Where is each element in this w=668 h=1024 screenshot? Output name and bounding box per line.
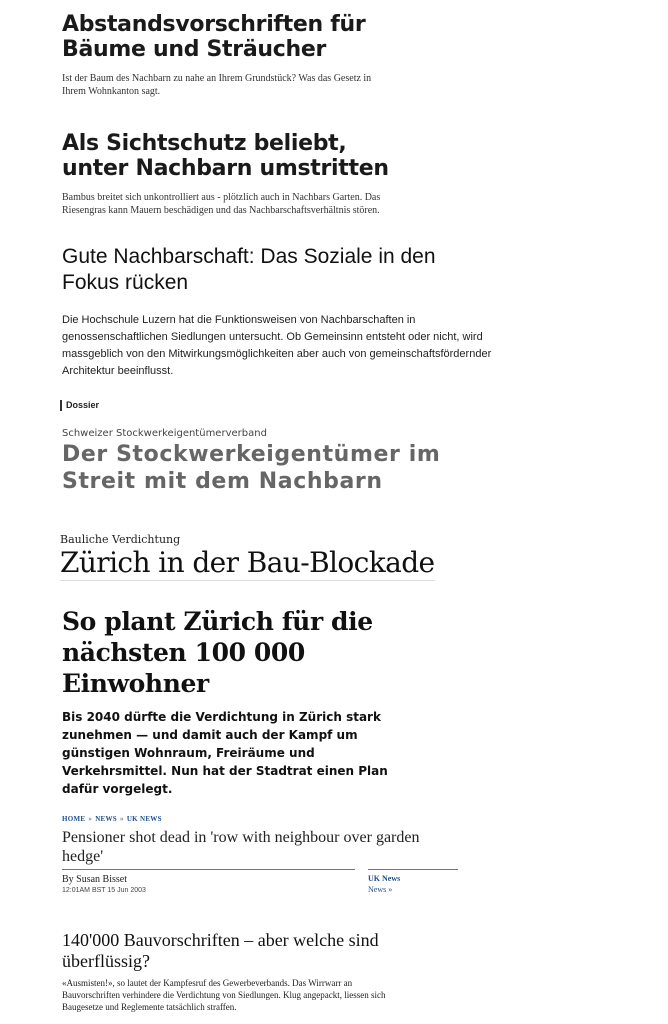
- article-7-author: By Susan Bisset: [62, 874, 128, 885]
- article-7-date: 12:01AM BST 15 Jun 2003: [62, 887, 146, 894]
- article-5-kicker: Bauliche Verdichtung: [60, 533, 181, 546]
- breadcrumb-separator: »: [120, 815, 124, 823]
- article-5-headline[interactable]: Zürich in der Bau-Blockade: [60, 546, 435, 579]
- article-6-headline[interactable]: So plant Zürich für die nächsten 100 000 Einwohner: [62, 607, 373, 698]
- sidebar-news-link[interactable]: News »: [368, 885, 393, 894]
- article-2-headline[interactable]: Als Sichtschutz beliebt, unter Nachbarn umstritten: [62, 131, 389, 181]
- dossier-section-label[interactable]: Dossier: [60, 400, 99, 411]
- article-7-headline[interactable]: Pensioner shot dead in 'row with neighbour over garden hedge': [62, 829, 420, 865]
- sidebar-uk-news-link[interactable]: UK News: [368, 874, 401, 883]
- article-4-kicker: Schweizer Stockwerkeigentümerverband: [62, 428, 267, 439]
- article-3-headline[interactable]: Gute Nachbarschaft: Das Soziale in den Fokus rücken: [62, 245, 436, 294]
- article-8-lead: «Ausmisten!», so lautet der Kampfesruf des Gewerbeverbands. Das Wirrwarr an Bauvorschriften verhindere die Verdichtung von Siedlungen. Klug angepackt, liessen sich Baugesetze und Reglemente tatsächlich straffen.: [62, 978, 386, 1012]
- breadcrumb-separator: »: [88, 815, 93, 823]
- article-1-headline[interactable]: Abstandsvorschriften für Bäume und Sträucher: [62, 12, 366, 62]
- divider: [62, 869, 355, 870]
- article-2-lead: Bambus breitet sich unkontrolliert aus - plötzlich auch in Nachbars Garten. Das Riesengras kann Mauern beschädigen und das Nachbarschaftsverhältnis stören.: [62, 192, 381, 216]
- uk-news-sidebar: [368, 869, 458, 894]
- article-8-headline[interactable]: 140'000 Bauvorschriften – aber welche sind überflüssig?: [62, 930, 379, 971]
- breadcrumb-news[interactable]: NEWS: [95, 815, 118, 823]
- breadcrumb: [62, 815, 162, 823]
- article-6-lead: Bis 2040 dürfte die Verdichtung in Zürich stark zunehmen — und damit auch der Kampf um günstigen Wohnraum, Freiräume und Verkehrsmittel. Nun hat der Stadtrat einen Plan dafür vorgelegt.: [62, 710, 388, 796]
- breadcrumb-uk-news[interactable]: UK NEWS: [126, 815, 162, 823]
- article-1-lead: Ist der Baum des Nachbarn zu nahe an Ihrem Grundstück? Was das Gesetz in Ihrem Wohnkanton sagt.: [62, 73, 372, 97]
- breadcrumb-home[interactable]: HOME: [62, 815, 86, 823]
- article-3-lead: Die Hochschule Luzern hat die Funktionsweisen von Nachbarschaften in genossenschaftlichen Siedlungen untersucht. Ob Gemeinsinn entsteht oder nicht, wird massgeblich von den Mitwirkungsmöglichkeiten aber auch von gemeinschaftsfördernder Architektur beeinflusst.: [62, 314, 492, 377]
- article-4-headline[interactable]: Der Stockwerkeigentümer im Streit mit dem Nachbarn: [62, 442, 441, 494]
